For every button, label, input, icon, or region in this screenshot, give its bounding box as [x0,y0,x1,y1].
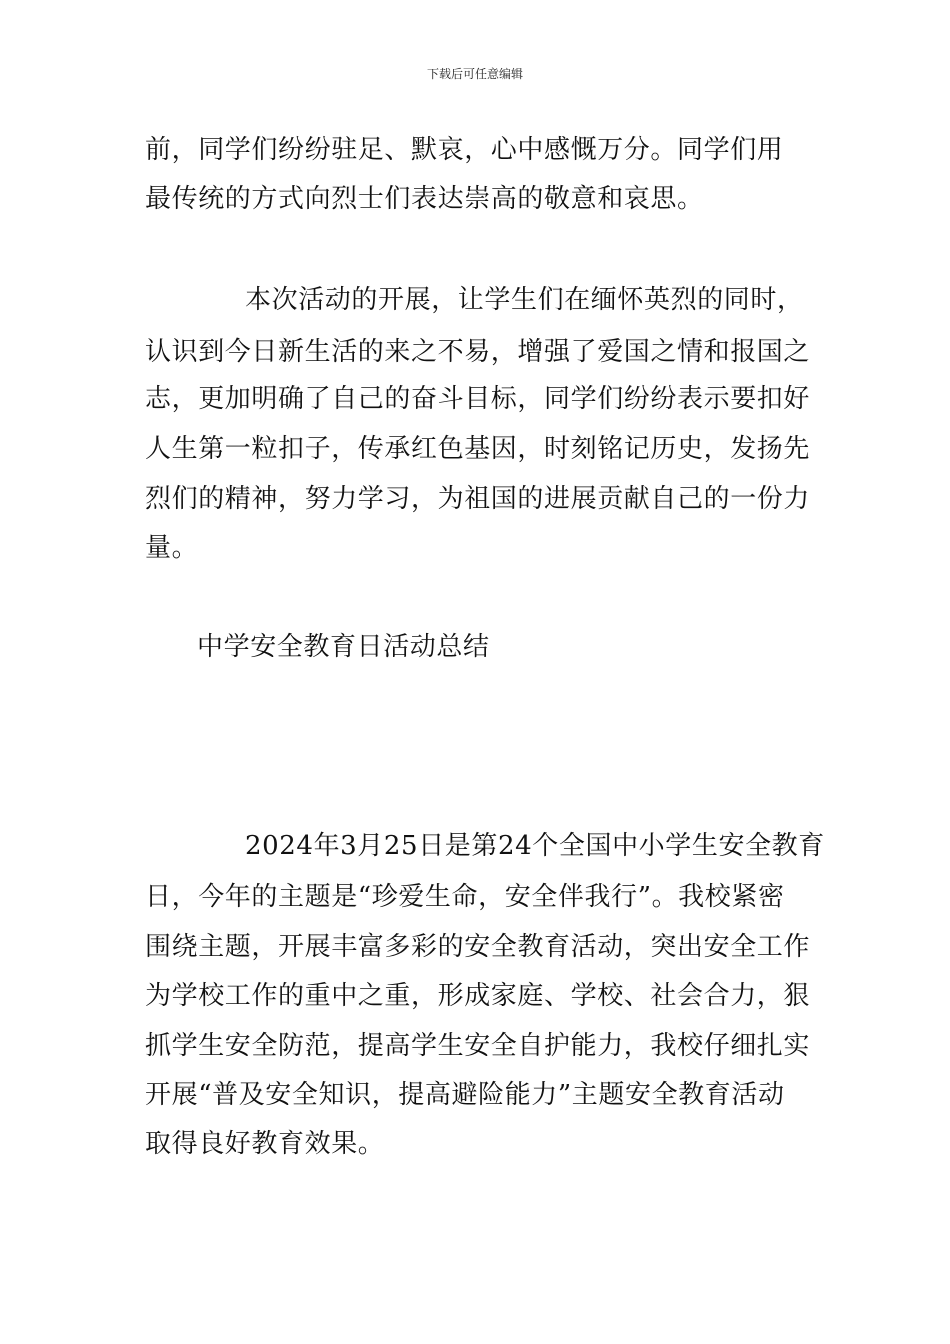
paragraph-line: 最传统的方式向烈士们表达崇高的敬意和哀思。 [145,184,704,214]
paragraph-line: 量。 [145,533,199,563]
paragraph-line: 围绕主题，开展丰富多彩的安全教育活动，突出安全工作 [145,932,811,962]
paragraph-line: 取得良好教育效果。 [145,1129,385,1159]
paragraph-line: 前，同学们纷纷驻足、默哀，心中感慨万分。同学们用 [145,135,784,165]
paragraph-line: 志，更加明确了自己的奋斗目标，同学们纷纷表示要扣好 [145,384,811,414]
paragraph-line: 抓学生安全防范，提高学生安全自护能力，我校仔细扎实 [145,1031,811,1061]
paragraph-line: 本次活动的开展，让学生们在缅怀英烈的同时， [245,285,804,315]
paragraph-line: 烈们的精神，努力学习，为祖国的进展贡献自己的一份力 [145,484,811,514]
section-title: 中学安全教育日活动总结 [197,632,490,662]
page-header: 下载后可任意编辑 [426,67,523,81]
paragraph-line: 日，今年的主题是“珍爱生命，安全伴我行”。我校紧密 [145,882,785,912]
paragraph-line: 2024年3月25日是第24个全国中小学生安全教育 [245,831,825,861]
paragraph-line: 为学校工作的重中之重，形成家庭、学校、社会合力，狠 [145,981,811,1011]
paragraph-line: 开展“普及安全知识，提高避险能力”主题安全教育活动 [145,1080,785,1110]
paragraph-line: 人生第一粒扣子，传承红色基因，时刻铭记历史，发扬先 [145,434,811,464]
paragraph-line: 认识到今日新生活的来之不易，增强了爱国之情和报国之 [145,337,811,367]
